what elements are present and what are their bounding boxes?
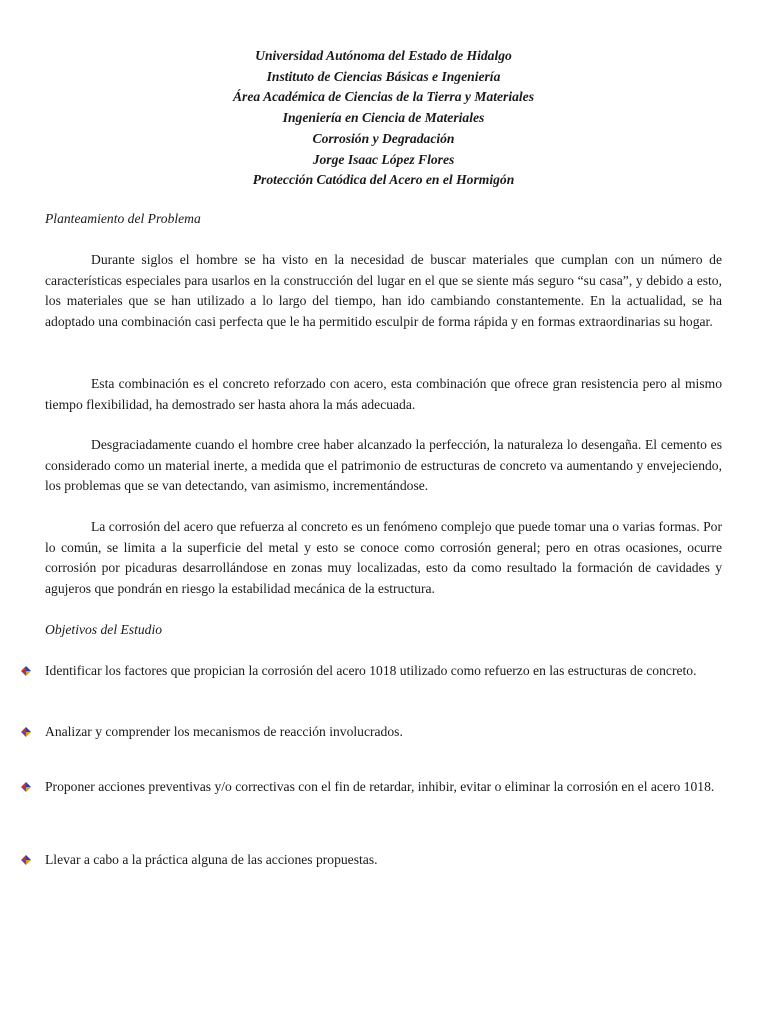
colored-diamond-icon [21, 727, 31, 737]
section-title-problem: Planteamiento del Problema [45, 211, 201, 226]
section-title-objectives: Objetivos del Estudio [45, 622, 163, 637]
list-item [45, 722, 722, 743]
list-item-text: Analizar y comprender los mecanismos de reacción involucrados. [45, 724, 403, 739]
document-header [45, 46, 722, 191]
paragraph-1: Durante siglos el hombre se ha visto en la necesidad de buscar materiales que cumplan con un número de características especiales para usarlos en la construcción del lugar en el que se siente más seguro “su casa”, y debido a esto, los materiales que se han utilizado a lo largo del tiempo, han ido cambiando constantemente. En la actualidad, se ha adoptado una combinación casi perfecta que le ha permitido esculpir de forma rápida y en formas extraordinarias su hogar. [45, 252, 722, 330]
list-item [45, 850, 722, 871]
paragraph-4: La corrosión del acero que refuerza al concreto es un fenómeno complejo que puede tomar una o varias formas. Por lo común, se limita a la superficie del metal y esto se conoce como corrosión general; pero en otras ocasiones, ocurre corrosión por picaduras desarrollándose en zonas muy localizadas, esto da como resultado la formación de cavidades y agujeros que pondrán en riesgo la estabilidad mecánica de la estructura. [45, 519, 722, 597]
paragraph-2: Esta combinación es el concreto reforzado con acero, esta combinación que ofrece gran resistencia pero al mismo tiempo flexibilidad, ha demostrado ser hasta ahora la más adecuada. [45, 376, 722, 412]
list-item-text: Proponer acciones preventivas y/o correctivas con el fin de retardar, inhibir, evitar o eliminar la corrosión en el acero 1018. [45, 779, 715, 794]
paragraph-3: Desgraciadamente cuando el hombre cree haber alcanzado la perfección, la naturaleza lo desengaña. El cemento es considerado como un material inerte, a medida que el patrimonio de estructuras de concreto va aumentando y envejeciendo, los problemas que se van detectando, van asimismo, incrementándose. [45, 437, 722, 494]
header-author: Jorge Isaac López Flores [312, 151, 455, 167]
header-academic-area: Área Académica de Ciencias de la Tierra y Materiales [232, 89, 535, 105]
list-item [45, 661, 722, 682]
header-institute: Instituto de Ciencias Básicas e Ingeniería [266, 68, 501, 84]
colored-diamond-icon [21, 782, 31, 792]
header-document-title: Protección Catódica del Acero en el Hormigón [252, 172, 515, 188]
list-item-text: Identificar los factores que propician la corrosión del acero 1018 utilizado como refuerzo en las estructuras de concreto. [45, 663, 697, 678]
colored-diamond-icon [21, 855, 31, 865]
header-course: Corrosión y Degradación [312, 130, 455, 146]
list-item [45, 777, 722, 798]
header-university: Universidad Autónoma del Estado de Hidalgo [255, 48, 512, 63]
list-item-text: Llevar a cabo a la práctica alguna de las acciones propuestas. [45, 852, 378, 867]
colored-diamond-icon [21, 666, 31, 676]
header-program: Ingeniería en Ciencia de Materiales [282, 110, 485, 126]
document-page [45, 0, 722, 1024]
